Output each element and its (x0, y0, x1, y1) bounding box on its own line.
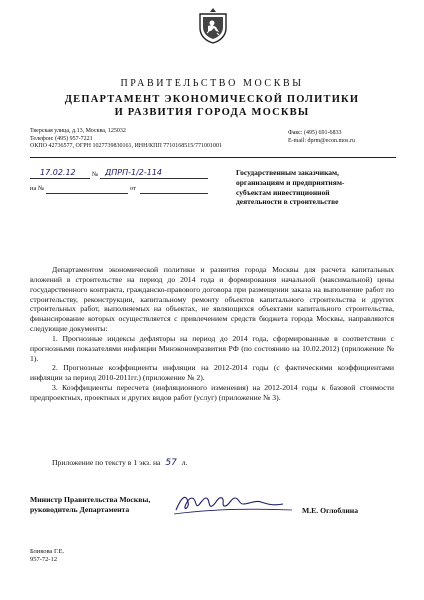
on-number-line (46, 193, 128, 194)
number-prefix: № (92, 171, 99, 178)
body-intro: Департаментом экономической политики и развития города Москвы для расчета капитальных вложений в строительстве на период до 2014 года и формирования начальной (максимальной) цены государственного контракта, гражданско-правового договора при размещении заказа на выполнение работ по строительству, реконструкции, капитальному ремонту объектов капитального строительства и других строительных работ, выполняемых на объектах, не являющихся объектами капитального строительства, финансирование которых осуществляется с привлечением средств бюджета города Москвы, направляются следующие документы: (30, 265, 394, 334)
department-title-line2: И РАЗВИТИЯ ГОРОДА МОСКВЫ (114, 107, 310, 118)
recipient-line: субъектам инвестиционной (236, 187, 330, 197)
recipient-line: Государственным заказчикам, (236, 168, 340, 177)
outgoing-number: ДПРП-1/2-114 (105, 168, 163, 177)
phone: Телефон: (495) 957-7221 (30, 135, 93, 142)
from-label: от (130, 185, 137, 192)
recipient-block (236, 168, 406, 207)
recipient-line: деятельности в строительстве (236, 197, 339, 207)
executor-phone: 957-72-12 (30, 556, 58, 563)
address: Тверская улица, д.13, Москва, 125032 (30, 128, 126, 134)
from-line (140, 193, 208, 194)
body-item-1: 1. Прогнозные индексы дефляторы на период до 2014 года, сформированные в соответствии с прогнозными показателями инфляции Минэкономразвития РФ (по состоянию на 10.02.2012) (приложение № 1). (30, 333, 394, 363)
attachment-prefix: Приложение по тексту в 1 экз. на (52, 458, 161, 467)
signatory-name: М.Е. Оглоблина (302, 506, 359, 515)
signatory-title (30, 495, 150, 515)
recipient-line: организациям и предприятиям- (236, 177, 345, 187)
body-item-2: 2. Прогнозные коэффициенты инфляции на 2012-2014 годы (с фактическими коэффициентами инфляции за период 2010-2011гг.) (приложение № 2). (30, 363, 394, 383)
signatory-title-line2: руководитель Департамента (30, 505, 130, 514)
contact-block-left (30, 128, 222, 151)
government-title: ПРАВИТЕЛЬСТВО МОСКВЫ (120, 78, 304, 89)
attachment-pages: 57 (165, 458, 177, 468)
moscow-coat-of-arms-icon (197, 6, 229, 44)
registration-codes: ОКПО 42736577, ОГРН 1027739830161, ИНН/КПП 7710168515/771001001 (30, 143, 222, 149)
signatory-title-line1: Министр Правительства Москвы, (30, 495, 151, 504)
contact-block-right (288, 130, 355, 145)
body-item-3: 3. Коэффициенты пересчета (инфляционного изменения) на 2012-2014 годы к базовой стоимости предпроектных, проектных и других видов работ (услуг) (приложение № 3). (30, 383, 394, 402)
date-line (30, 178, 90, 179)
outgoing-date: 17.02.12 (40, 168, 76, 177)
email: E-mail: dprm@econ.mos.ru (288, 137, 356, 144)
attachment-note (52, 458, 188, 468)
department-title (0, 93, 424, 119)
letter-body (30, 265, 394, 403)
executor-name: Бликова Г.Е. (30, 548, 65, 555)
fax: Факс: (495) 691-6833 (288, 130, 342, 136)
handwritten-signature (172, 490, 297, 518)
header-divider (30, 157, 396, 158)
attachment-suffix: л. (181, 458, 188, 467)
executor-block (30, 548, 64, 564)
department-title-line1: ДЕПАРТАМЕНТ ЭКОНОМИЧЕСКОЙ ПОЛИТИКИ (64, 94, 360, 105)
number-line (100, 178, 208, 179)
on-number-label: на № (30, 185, 45, 192)
